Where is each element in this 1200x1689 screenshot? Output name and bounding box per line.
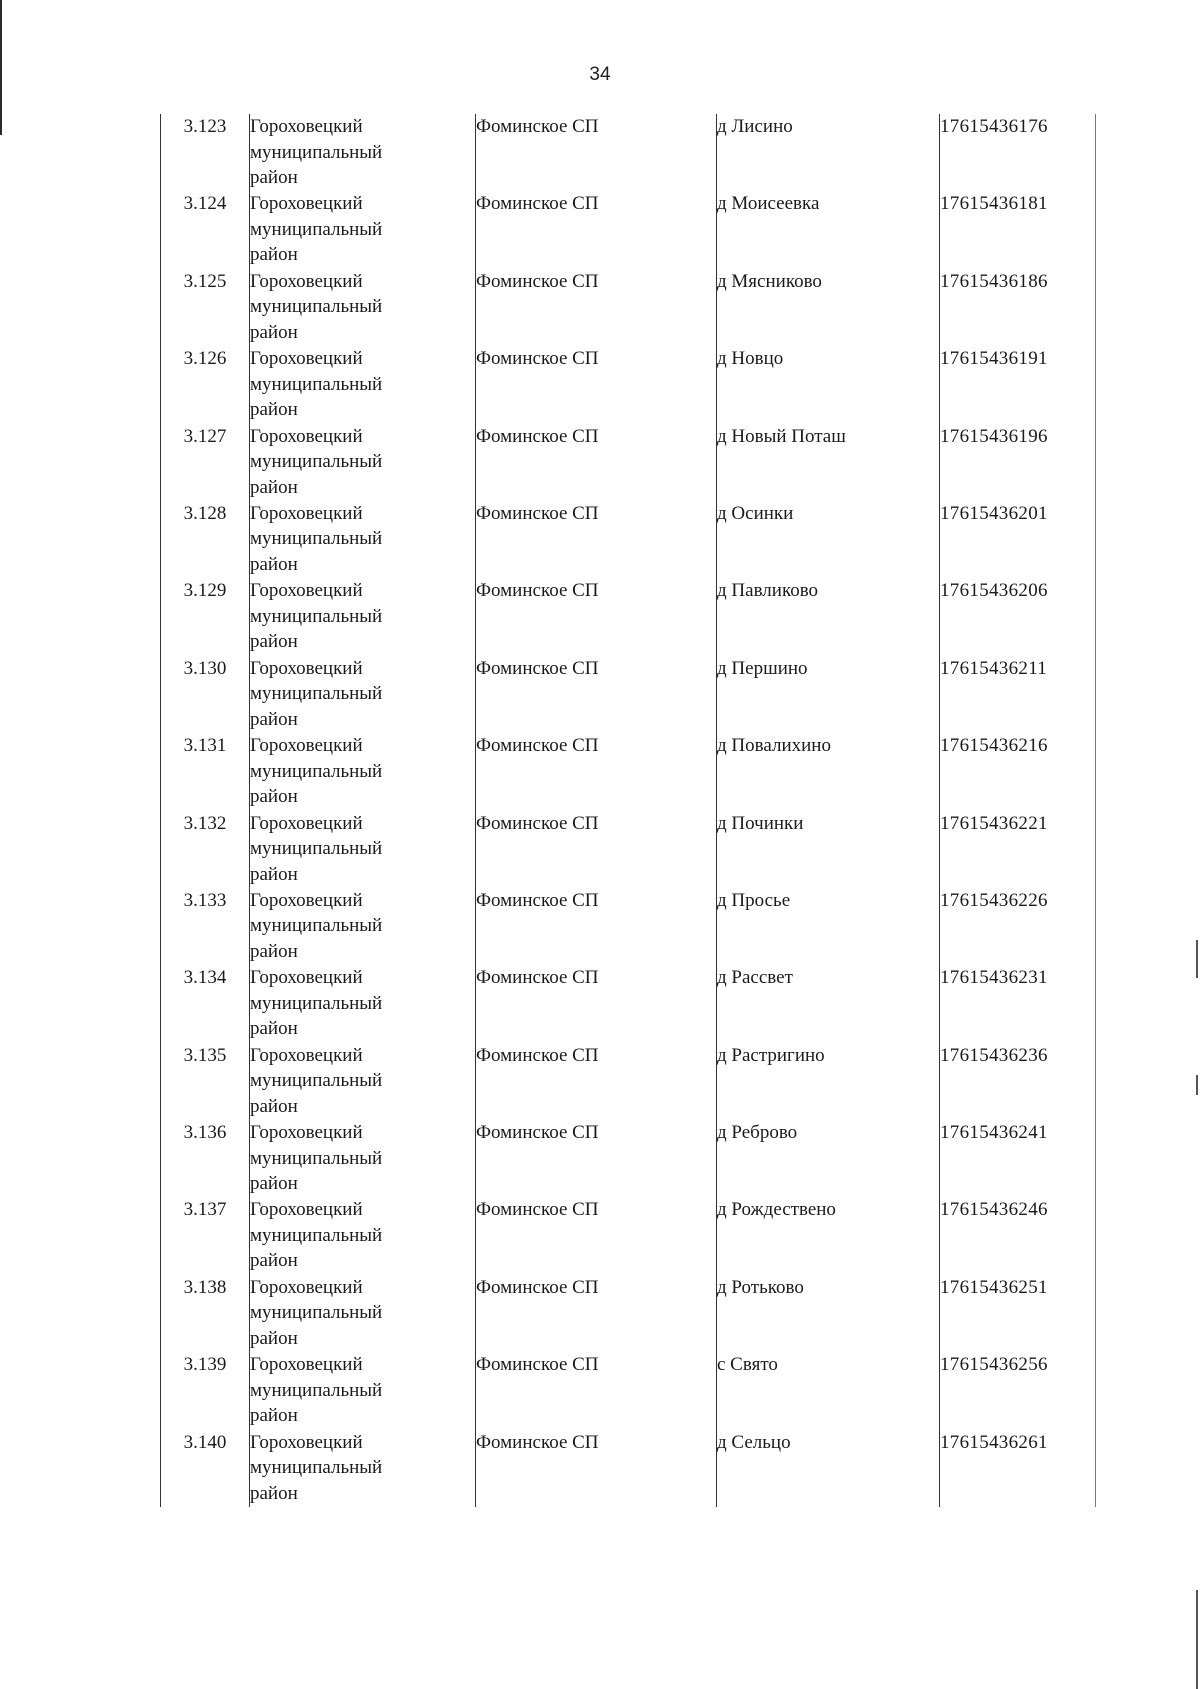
row-number: 3.139 [161, 1352, 250, 1429]
table-row [161, 114, 1096, 191]
settlement-cell: Фоминское СП [476, 346, 717, 423]
table-row [161, 1197, 1096, 1274]
district-line: Гороховецкий [250, 1431, 363, 1453]
district-cell [250, 1275, 476, 1352]
district-cell [250, 1430, 476, 1507]
settlement-cell: Фоминское СП [476, 811, 717, 888]
row-number: 3.131 [161, 733, 250, 810]
table-row [161, 501, 1096, 578]
district-line: Гороховецкий [250, 1276, 363, 1298]
row-number: 3.132 [161, 811, 250, 888]
settlement-cell: Фоминское СП [476, 114, 717, 191]
district-cell [250, 1352, 476, 1429]
district-line: район [250, 399, 298, 421]
district-cell [250, 965, 476, 1042]
district-cell [250, 191, 476, 268]
district-cell [250, 346, 476, 423]
locality-cell: д Ротьково [717, 1275, 940, 1352]
district-cell [250, 1120, 476, 1197]
locality-cell: д Повалихино [717, 733, 940, 810]
district-cell [250, 578, 476, 655]
settlement-cell: Фоминское СП [476, 1120, 717, 1197]
district-line: муниципальный [250, 915, 383, 937]
district-line: район [250, 476, 298, 498]
district-line: Гороховецкий [250, 1122, 363, 1144]
district-line: муниципальный [250, 760, 383, 782]
district-cell [250, 656, 476, 733]
settlement-cell: Фоминское СП [476, 1275, 717, 1352]
district-line: Гороховецкий [250, 967, 363, 989]
table-row [161, 1120, 1096, 1197]
locality-cell: д Рождествено [717, 1197, 940, 1274]
oktmo-code-cell: 17615436201 [940, 501, 1096, 578]
district-line: Гороховецкий [250, 1044, 363, 1066]
district-line: район [250, 1405, 298, 1427]
oktmo-code-cell: 17615436246 [940, 1197, 1096, 1274]
locality-cell: д Новцо [717, 346, 940, 423]
district-cell [250, 811, 476, 888]
settlement-cell: Фоминское СП [476, 733, 717, 810]
district-line: Гороховецкий [250, 502, 363, 524]
row-number: 3.127 [161, 424, 250, 501]
table-row [161, 191, 1096, 268]
district-line: муниципальный [250, 1379, 383, 1401]
row-number: 3.129 [161, 578, 250, 655]
district-cell [250, 424, 476, 501]
settlement-cell: Фоминское СП [476, 965, 717, 1042]
oktmo-code-cell: 17615436186 [940, 269, 1096, 346]
settlement-cell: Фоминское СП [476, 888, 717, 965]
district-line: муниципальный [250, 451, 383, 473]
locality-cell: д Рассвет [717, 965, 940, 1042]
table-row [161, 578, 1096, 655]
district-line: Гороховецкий [250, 116, 363, 137]
locality-cell: д Просье [717, 888, 940, 965]
oktmo-code-cell: 17615436216 [940, 733, 1096, 810]
district-line: район [250, 1327, 298, 1349]
row-number: 3.125 [161, 269, 250, 346]
district-line: Гороховецкий [250, 425, 363, 447]
row-number: 3.140 [161, 1430, 250, 1507]
oktmo-code-cell: 17615436251 [940, 1275, 1096, 1352]
district-line: Гороховецкий [250, 270, 363, 292]
district-line: Гороховецкий [250, 193, 363, 215]
district-line: район [250, 1482, 298, 1504]
district-line: Гороховецкий [250, 812, 363, 834]
registry-table-body [161, 114, 1096, 1507]
oktmo-code-cell: 17615436221 [940, 811, 1096, 888]
district-cell [250, 888, 476, 965]
oktmo-code-cell: 17615436256 [940, 1352, 1096, 1429]
district-line: район [250, 708, 298, 730]
table-row [161, 811, 1096, 888]
locality-cell: д Мясниково [717, 269, 940, 346]
oktmo-code-cell: 17615436241 [940, 1120, 1096, 1197]
row-number: 3.126 [161, 346, 250, 423]
row-number: 3.123 [161, 114, 250, 191]
table-row [161, 424, 1096, 501]
table-row [161, 888, 1096, 965]
settlement-cell: Фоминское СП [476, 424, 717, 501]
table-row [161, 733, 1096, 810]
table-row [161, 346, 1096, 423]
district-line: район [250, 321, 298, 343]
table-row [161, 965, 1096, 1042]
district-line: муниципальный [250, 838, 383, 860]
district-cell [250, 1197, 476, 1274]
settlement-cell: Фоминское СП [476, 191, 717, 268]
district-line: Гороховецкий [250, 580, 363, 602]
district-line: Гороховецкий [250, 735, 363, 757]
district-cell [250, 733, 476, 810]
district-line: муниципальный [250, 683, 383, 705]
row-number: 3.130 [161, 656, 250, 733]
settlement-cell: Фоминское СП [476, 501, 717, 578]
settlement-cell: Фоминское СП [476, 1352, 717, 1429]
table-row [161, 1430, 1096, 1507]
locality-cell: д Моисеевка [717, 191, 940, 268]
locality-cell: д Реброво [717, 1120, 940, 1197]
district-line: муниципальный [250, 1302, 383, 1324]
registry-table [160, 114, 1096, 1507]
row-number: 3.128 [161, 501, 250, 578]
district-line: район [250, 553, 298, 575]
district-line: район [250, 786, 298, 808]
oktmo-code-cell: 17615436261 [940, 1430, 1096, 1507]
oktmo-code-cell: 17615436191 [940, 346, 1096, 423]
locality-cell: д Новый Поташ [717, 424, 940, 501]
locality-cell: с Свято [717, 1352, 940, 1429]
row-number: 3.124 [161, 191, 250, 268]
oktmo-code-cell: 17615436236 [940, 1043, 1096, 1120]
row-number: 3.134 [161, 965, 250, 1042]
district-line: муниципальный [250, 373, 383, 395]
district-line: муниципальный [250, 1070, 383, 1092]
district-line: район [250, 863, 298, 885]
oktmo-code-cell: 17615436206 [940, 578, 1096, 655]
locality-cell: д Осинки [717, 501, 940, 578]
oktmo-code-cell: 17615436181 [940, 191, 1096, 268]
table-row [161, 269, 1096, 346]
district-cell [250, 1043, 476, 1120]
settlement-cell: Фоминское СП [476, 269, 717, 346]
settlement-cell: Фоминское СП [476, 578, 717, 655]
district-line: муниципальный [250, 296, 383, 318]
table-row [161, 1275, 1096, 1352]
scan-edge-mark [1196, 940, 1198, 978]
locality-cell: д Лисино [717, 114, 940, 191]
district-line: муниципальный [250, 528, 383, 550]
district-line: муниципальный [250, 141, 383, 163]
row-number: 3.136 [161, 1120, 250, 1197]
district-line: район [250, 1173, 298, 1195]
district-line: муниципальный [250, 605, 383, 627]
district-line: Гороховецкий [250, 1354, 363, 1376]
oktmo-code-cell: 17615436211 [940, 656, 1096, 733]
district-line: муниципальный [250, 992, 383, 1014]
district-cell [250, 501, 476, 578]
locality-cell: д Починки [717, 811, 940, 888]
page-number: 34 [589, 64, 611, 85]
locality-cell: д Сельцо [717, 1430, 940, 1507]
settlement-cell: Фоминское СП [476, 1043, 717, 1120]
table-row [161, 656, 1096, 733]
district-line: Гороховецкий [250, 348, 363, 370]
oktmo-code-cell: 17615436176 [940, 114, 1096, 191]
district-line: район [250, 167, 298, 188]
district-line: Гороховецкий [250, 657, 363, 679]
district-line: муниципальный [250, 1147, 383, 1169]
locality-cell: д Першино [717, 656, 940, 733]
district-line: район [250, 940, 298, 962]
oktmo-code-cell: 17615436196 [940, 424, 1096, 501]
oktmo-code-cell: 17615436231 [940, 965, 1096, 1042]
district-line: Гороховецкий [250, 889, 363, 911]
row-number: 3.133 [161, 888, 250, 965]
oktmo-code-cell: 17615436226 [940, 888, 1096, 965]
table-row [161, 1043, 1096, 1120]
settlement-cell: Фоминское СП [476, 656, 717, 733]
district-line: район [250, 244, 298, 266]
locality-cell: д Павликово [717, 578, 940, 655]
district-line: район [250, 1018, 298, 1040]
scan-edge-mark [1196, 1590, 1198, 1689]
settlement-cell: Фоминское СП [476, 1197, 717, 1274]
scan-edge-mark [1196, 1075, 1198, 1095]
district-line: муниципальный [250, 1224, 383, 1246]
table-row [161, 1352, 1096, 1429]
district-line: муниципальный [250, 218, 383, 240]
district-line: Гороховецкий [250, 1199, 363, 1221]
locality-cell: д Растригино [717, 1043, 940, 1120]
district-line: район [250, 1250, 298, 1272]
district-line: муниципальный [250, 1457, 383, 1479]
district-line: район [250, 631, 298, 653]
row-number: 3.135 [161, 1043, 250, 1120]
settlement-cell: Фоминское СП [476, 1430, 717, 1507]
district-line: район [250, 1095, 298, 1117]
row-number: 3.137 [161, 1197, 250, 1274]
district-cell [250, 114, 476, 191]
row-number: 3.138 [161, 1275, 250, 1352]
district-cell [250, 269, 476, 346]
